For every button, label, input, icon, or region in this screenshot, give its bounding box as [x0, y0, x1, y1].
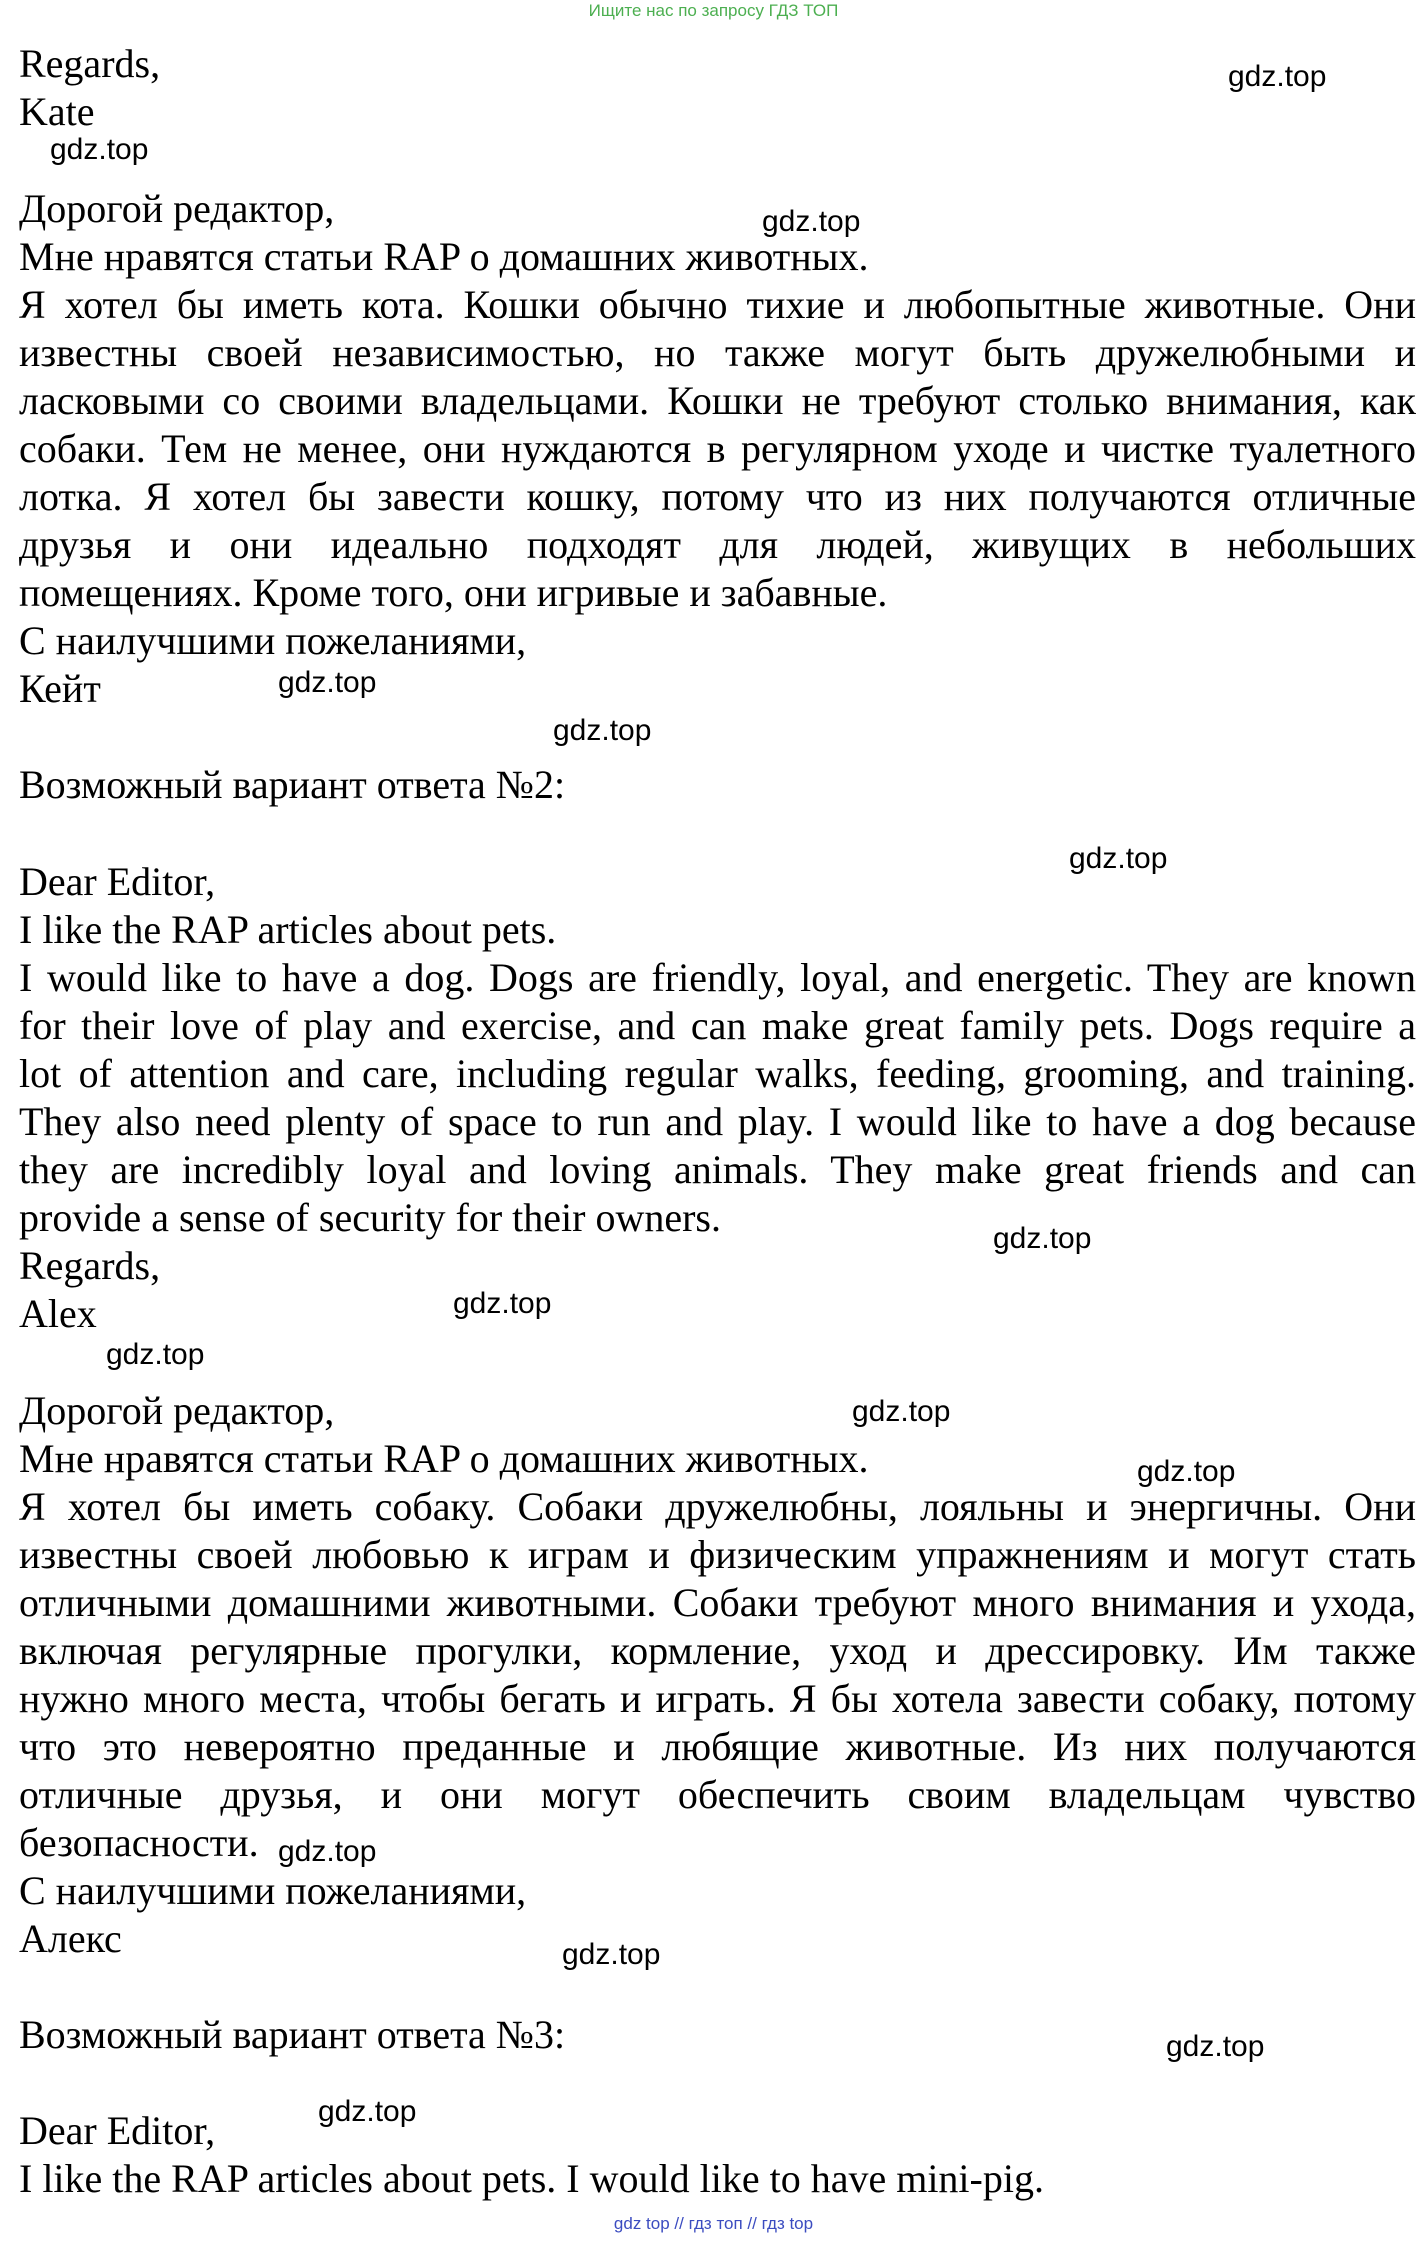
body-line: ласковыми со своими владельцами. Кошки не требуют столько внимания, как [19, 378, 1416, 423]
body-line: помещениях. Кроме того, они игривые и забавные. [19, 570, 888, 615]
body-line: лотка. Я хотел бы завести кошку, потому что из них получаются отличные [19, 474, 1416, 519]
body-line: что это невероятно преданные и любящие животные. Из них получаются [19, 1724, 1416, 1769]
closing-ru-2: С наилучшими пожеланиями, [19, 1868, 527, 1913]
watermark: gdz.top [553, 714, 652, 747]
body-line: Я хотел бы иметь собаку. Собаки дружелюбны, лояльны и энергичны. Они [19, 1484, 1416, 1529]
watermark: gdz.top [562, 1938, 661, 1971]
body-line: Я хотел бы иметь кота. Кошки обычно тихие и любопытные животные. Они [19, 282, 1416, 327]
closing-regards-alex: Regards, [19, 1243, 161, 1288]
watermark: gdz.top [278, 666, 377, 699]
signature-alex-ru: Алекс [19, 1916, 122, 1961]
watermark: gdz.top [762, 205, 861, 238]
greeting-en-2: Dear Editor, [19, 859, 216, 904]
body-line: друзья и они идеально подходят для людей, живущих в небольших [19, 522, 1416, 567]
watermark: gdz.top [278, 1835, 377, 1868]
signature-alex: Alex [19, 1291, 97, 1336]
body-line: нужно много места, чтобы бегать и играть. Я бы хотела завести собаку, потому [19, 1676, 1416, 1721]
watermark: gdz.top [993, 1222, 1092, 1255]
body-line: lot of attention and care, including regular walks, feeding, grooming, and training. [19, 1051, 1416, 1096]
watermark: gdz.top [1137, 1455, 1236, 1488]
watermark: gdz.top [453, 1287, 552, 1320]
intro-ru-2: Мне нравятся статьи RAP о домашних животных. [19, 1436, 869, 1481]
watermark: gdz.top [1228, 60, 1327, 93]
body-line: собаки. Тем не менее, они нуждаются в регулярном уходе и чистке туалетного [19, 426, 1416, 471]
signature-kate-ru: Кейт [19, 666, 101, 711]
watermark: gdz.top [852, 1395, 951, 1428]
watermark: gdz.top [106, 1338, 205, 1371]
signature-kate: Kate [19, 89, 95, 134]
body-line: provide a sense of security for their owners. [19, 1195, 721, 1240]
greeting-en-3: Dear Editor, [19, 2108, 216, 2153]
body-line: for their love of play and exercise, and can make great family pets. Dogs require a [19, 1003, 1416, 1048]
body-line: They also need plenty of space to run and play. I would like to have a dog because [19, 1099, 1416, 1144]
intro-en-2: I like the RAP articles about pets. [19, 907, 557, 952]
body-line: известны своей независимостью, но также могут быть дружелюбными и [19, 330, 1416, 375]
variant-2-heading: Возможный вариант ответа №2: [19, 762, 566, 807]
body-line: безопасности. [19, 1820, 259, 1865]
bottom-banner[interactable]: gdz top // гдз топ // гдз top [613, 2214, 814, 2233]
body-line: отличные друзья, и они могут обеспечить своим владельцам чувство [19, 1772, 1416, 1817]
greeting-ru-1: Дорогой редактор, [19, 186, 335, 231]
watermark: gdz.top [318, 2095, 417, 2128]
watermark: gdz.top [50, 133, 149, 166]
greeting-ru-2: Дорогой редактор, [19, 1388, 335, 1433]
watermark: gdz.top [1166, 2030, 1265, 2063]
top-banner[interactable]: Ищите нас по запросу ГДЗ ТОП [588, 1, 839, 20]
closing-regards-kate: Regards, [19, 41, 161, 86]
body-line: they are incredibly loyal and loving animals. They make great friends and can [19, 1147, 1416, 1192]
intro-en-3: I like the RAP articles about pets. I would like to have mini-pig. [19, 2156, 1044, 2201]
body-line: отличными домашними животными. Собаки требуют много внимания и ухода, [19, 1580, 1416, 1625]
closing-ru-1: С наилучшими пожеланиями, [19, 618, 527, 663]
body-line: I would like to have a dog. Dogs are friendly, loyal, and energetic. They are known [19, 955, 1416, 1000]
watermark: gdz.top [1069, 842, 1168, 875]
variant-3-heading: Возможный вариант ответа №3: [19, 2012, 566, 2057]
body-line: включая регулярные прогулки, кормление, уход и дрессировку. Им также [19, 1628, 1416, 1673]
intro-ru-1: Мне нравятся статьи RAP о домашних животных. [19, 234, 869, 279]
body-line: известны своей любовью к играм и физическим упражнениям и могут стать [19, 1532, 1416, 1577]
